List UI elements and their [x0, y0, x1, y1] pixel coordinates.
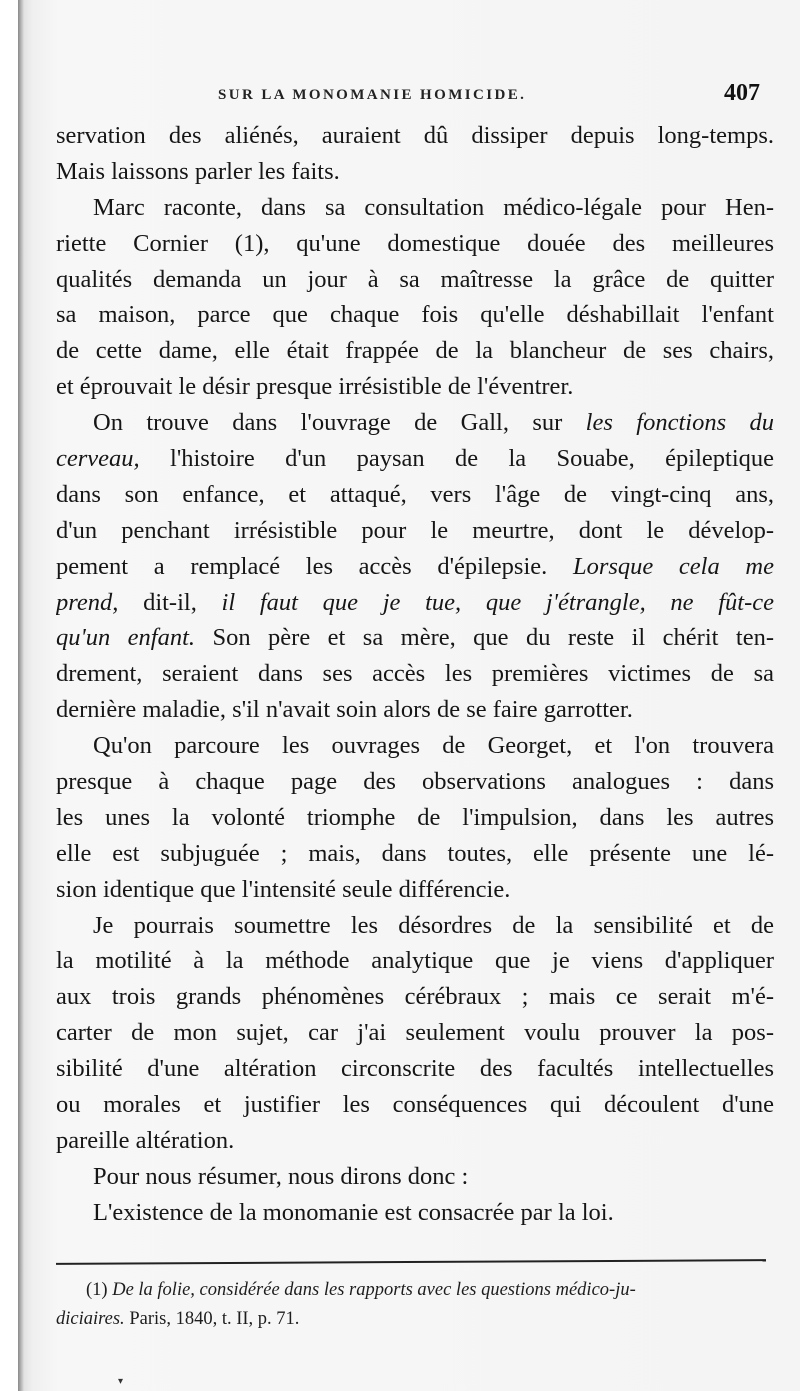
text-line: drement, seraient dans ses accès les premières victimes de sa [56, 660, 774, 688]
text-line: la motilité à la méthode analytique que je viens d'appliquer [56, 947, 774, 975]
text-line: les unes la volonté triomphe de l'impulsion, dans les autres [56, 803, 774, 831]
footnote-marker: (1) [86, 1280, 108, 1300]
text-run: dit-il, [118, 588, 222, 616]
italic-run: prend, [56, 588, 119, 616]
text-line: Qu'on parcoure les ouvrages de Georget, et l'on trouvera [93, 732, 774, 760]
text-run: pement a remplacé les accès d'épilepsie. [56, 552, 573, 580]
text-line: elle est subjuguée ; mais, dans toutes, elle présente une lé- [56, 839, 774, 867]
footnote-rule [56, 1259, 766, 1265]
book-page [18, 0, 800, 1391]
text-line: dans son enfance, et attaqué, vers l'âge de vingt-cinq ans, [56, 480, 774, 508]
text-line: carter de mon sujet, car j'ai seulement voulu prouver la pos- [56, 1019, 774, 1047]
text-line [56, 585, 774, 621]
footnote-line [56, 1276, 768, 1305]
italic-run: De la folie, considérée dans les rapports avec les questions médico-ju- [107, 1280, 636, 1300]
italic-run: diciaires. [56, 1309, 125, 1329]
text-run: Paris, 1840, t. II, p. 71. [124, 1309, 300, 1329]
binding-shadow [18, 0, 24, 1391]
italic-run: qu'un enfant. [56, 624, 196, 652]
text-line: sa maison, parce que chaque fois qu'elle déshabillait l'enfant [56, 301, 774, 329]
text-line: d'un penchant irrésistible pour le meurtre, dont le dévelop- [56, 516, 774, 544]
text-line: et éprouvait le désir presque irrésistible de l'éventrer. [56, 373, 574, 401]
footnote-line [56, 1305, 768, 1334]
text-run: l'histoire d'un paysan de la Souabe, épileptique [139, 445, 774, 473]
text-line: sion identique que l'intensité seule différencie. [56, 875, 511, 903]
text-line: de cette dame, elle était frappée de la blancheur de ses chairs, [56, 337, 774, 365]
text-line: sibilité d'une altération circonscrite des facultés intellectuelles [56, 1055, 774, 1083]
footnote [56, 1276, 768, 1334]
italic-run: Lorsque cela me [572, 552, 774, 580]
text-line: ou morales et justifier les conséquences qui découlent d'une [56, 1091, 774, 1119]
text-line [56, 620, 774, 656]
text-line [56, 441, 774, 477]
text-run: On trouve dans l'ouvrage de Gall, sur [93, 409, 586, 437]
text-line: pareille altération. [56, 1126, 235, 1154]
text-line: dernière maladie, s'il n'avait soin alors de se faire garrotter. [56, 696, 633, 724]
text-line: aux trois grands phénomènes cérébraux ; mais ce serait m'é- [56, 983, 774, 1011]
text-line: Mais laissons parler les faits. [56, 157, 340, 185]
page-number: 407 [724, 80, 760, 106]
text-line: L'existence de la monomanie est consacrée par la loi. [93, 1198, 614, 1226]
text-line: Je pourrais soumettre les désordres de la sensibilité et de [93, 911, 774, 939]
text-line: qualités demanda un jour à sa maîtresse la grâce de quitter [56, 265, 774, 293]
italic-run: cerveau, [56, 445, 140, 473]
body-text [56, 118, 774, 1231]
italic-run: il faut que je tue, que j'étrangle, ne fût-ce [221, 588, 774, 616]
text-line [56, 405, 774, 441]
running-head [218, 80, 778, 114]
print-speck: ▾ [118, 1376, 124, 1387]
italic-run: les fonctions du [585, 409, 774, 437]
text-run: Son père et sa mère, que du reste il chérit ten- [195, 624, 774, 652]
text-line: servation des aliénés, auraient dû dissiper depuis long-temps. [56, 122, 774, 149]
text-line: riette Cornier (1), qu'une domestique douée des meilleures [56, 229, 774, 257]
text-line [56, 549, 774, 585]
text-line: Pour nous résumer, nous dirons donc : [93, 1162, 469, 1190]
running-head-title: SUR LA MONOMANIE HOMICIDE. [218, 87, 527, 103]
text-line: Marc raconte, dans sa consultation médico-légale pour Hen- [93, 193, 774, 221]
text-line: presque à chaque page des observations analogues : dans [56, 768, 774, 796]
